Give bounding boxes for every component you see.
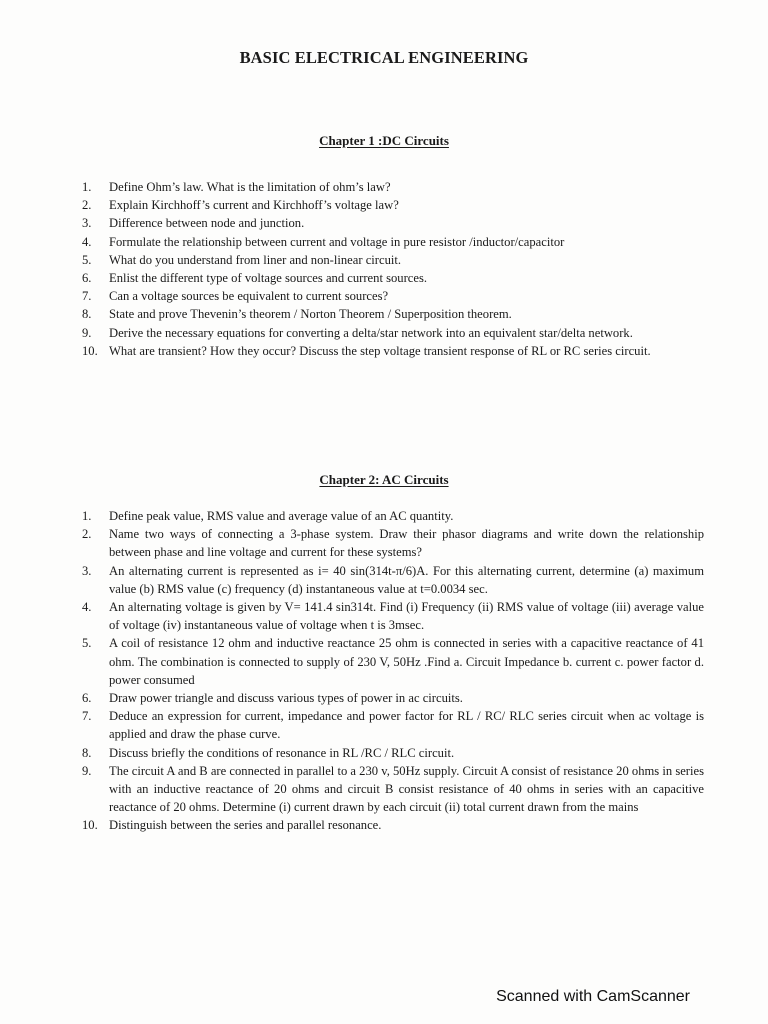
camscanner-watermark: Scanned with CamScanner: [496, 988, 690, 1005]
question-number: 8.: [82, 745, 92, 760]
question-number: 1.: [82, 180, 92, 194]
question-text: State and prove Thevenin’s theorem / Norton Theorem / Superposition theorem.: [109, 307, 512, 322]
list-item: [82, 562, 704, 598]
question-number: 10.: [82, 343, 98, 358]
question-number: 2.: [82, 527, 92, 542]
list-item: [82, 689, 704, 707]
list-item: [82, 324, 704, 342]
question-number: 4.: [82, 600, 92, 615]
list-item: [82, 598, 704, 634]
list-item: [82, 233, 704, 251]
list-item: [82, 507, 704, 525]
question-text: An alternating current is represented as i= 40 sin(314t-π/6)A. For this alternating current, determine (a) maximum value (b) RMS value (c) frequency (d) instantaneous value at t=0.0034 sec.: [109, 563, 704, 596]
chapter-1-question-list: [82, 178, 704, 360]
question-text: Derive the necessary equations for converting a delta/star network into an equivalent star/delta network.: [109, 325, 633, 340]
question-text: Explain Kirchhoff’s current and Kirchhoff’s voltage law?: [109, 198, 399, 213]
list-item: [82, 762, 704, 817]
question-number: 5.: [82, 636, 92, 651]
question-number: 3.: [82, 216, 92, 231]
question-number: 4.: [82, 234, 92, 249]
list-item: [82, 196, 704, 214]
question-number: 5.: [82, 252, 92, 267]
question-text: A coil of resistance 12 ohm and inductive reactance 25 ohm is connected in series with a capacitive reactance of 41 ohm. The combination is connected to supply of 230 V, 50Hz .Find a. Circuit Impedance b. current c. power factor d. power consumed: [109, 636, 704, 687]
list-item: [82, 707, 704, 743]
question-number: 6.: [82, 271, 92, 286]
question-text: What are transient? How they occur? Discuss the step voltage transient response of RL or RC series circuit.: [109, 343, 651, 358]
question-text: Distinguish between the series and parallel resonance.: [109, 818, 382, 833]
question-text: Difference between node and junction.: [109, 216, 305, 231]
list-item: [82, 305, 704, 323]
question-text: Define Ohm’s law. What is the limitation of ohm’s law?: [109, 180, 391, 194]
question-text: Discuss briefly the conditions of resonance in RL /RC / RLC circuit.: [109, 745, 455, 760]
question-text: Can a voltage sources be equivalent to current sources?: [109, 289, 389, 304]
question-text: Deduce an expression for current, impedance and power factor for RL / RC/ RLC series circuit when ac voltage is applied and draw the phase curve.: [109, 709, 704, 742]
question-number: 9.: [82, 763, 92, 778]
question-text: The circuit A and B are connected in parallel to a 230 v, 50Hz supply. Circuit A consist of resistance 20 ohms in series with an inductive reactance of 20 ohms and circuit B consist resistance of 40 ohms in series with an capacitive reactance of 20 ohms. Determine (i) current drawn by each circuit (ii) total current drawn from the mains: [109, 763, 704, 815]
list-item: [82, 251, 704, 269]
question-text: Formulate the relationship between current and voltage in pure resistor /inductor/capacitor: [109, 234, 565, 249]
list-item: [82, 269, 704, 287]
question-number: 7.: [82, 709, 92, 724]
question-number: 7.: [82, 289, 92, 304]
list-item: [82, 214, 704, 232]
list-item: [82, 634, 704, 689]
question-text: An alternating voltage is given by V= 141.4 sin314t. Find (i) Frequency (ii) RMS value of voltage (iii) average value of voltage (iv) instantaneous value of voltage when t is 3msec.: [109, 600, 704, 633]
list-item: [82, 744, 704, 762]
question-text: What do you understand from liner and non-linear circuit.: [109, 252, 402, 267]
list-item: [82, 816, 704, 834]
question-number: 3.: [82, 563, 92, 578]
question-number: 2.: [82, 198, 92, 213]
document-title: BASIC ELECTRICAL ENGINEERING: [239, 48, 529, 67]
chapter-1-heading: Chapter 1 :DC Circuits: [319, 133, 449, 148]
question-number: 8.: [82, 307, 92, 322]
list-item: [82, 525, 704, 561]
chapter-2-heading: Chapter 2: AC Circuits: [319, 472, 449, 487]
question-text: Draw power triangle and discuss various types of power in ac circuits.: [109, 691, 463, 706]
list-item: [82, 342, 704, 360]
question-number: 10.: [82, 818, 98, 833]
question-number: 6.: [82, 691, 92, 706]
question-number: 1.: [82, 509, 92, 523]
list-item: [82, 287, 704, 305]
question-text: Define peak value, RMS value and average value of an AC quantity.: [109, 509, 454, 523]
list-item: [82, 178, 704, 196]
question-number: 9.: [82, 325, 92, 340]
chapter-2-question-list: [82, 507, 704, 835]
question-text: Name two ways of connecting a 3-phase system. Draw their phasor diagrams and write down the relationship between phase and line voltage and current for these systems?: [109, 527, 704, 560]
question-text: Enlist the different type of voltage sources and current sources.: [109, 271, 428, 286]
